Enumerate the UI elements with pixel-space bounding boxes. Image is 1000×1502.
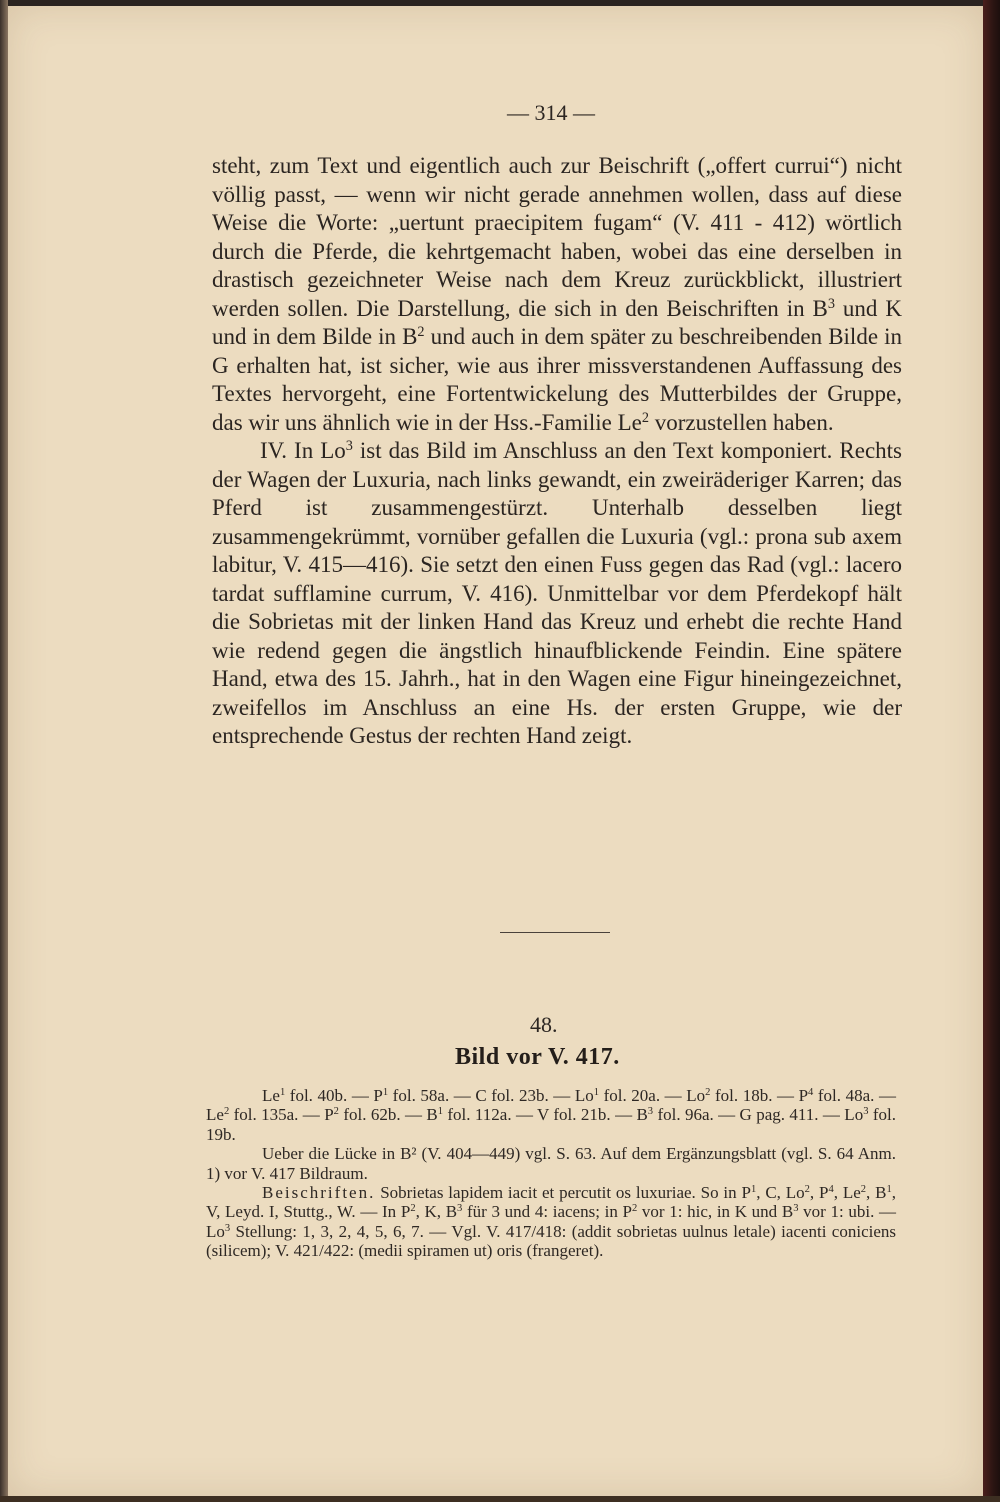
book-spine xyxy=(983,0,1000,1502)
page-bottom-edge xyxy=(0,1496,1000,1502)
section-divider xyxy=(500,932,610,933)
section-title: Bild vor V. 417. xyxy=(455,1044,620,1070)
manuscript-list: Le$^1$ fol. 40b. — $P^1$ fol. 58a. — C fol. 23b. — Lo$^1$ fol. 20a. — Lo$^2$ fol. 18b. — $P^4$ fol. 48a. — Le$^2$ fol. 135a. — $P^2$ fol. 62b. — $B^1$ fol. 112a. — V fol. 21b. — $B^3$ fol. 96a. — G pag. 411. — Lo$^3$ fol. 19b. xyxy=(206,1086,896,1144)
paragraph-1: steht, zum Text und eigentlich auch zur Beischrift („offert currui“) nicht völlig passt, — wenn wir nicht gerade annehmen wollen, dass auf diese Weise die Worte: „uertunt praecipitem fugam“ (V. 411 - 412) wörtlich durch die Pferde, die kehrtgemacht haben, wobei das eine derselben in drastisch gezeichneter Weise nach dem Kreuz zurückblickt, illustriert werden sollen. Die Darstellung, die sich in den Beischriften in $B^3$ und K und in dem Bilde in $B^2$ und auch in dem später zu beschreibenden Bilde in G erhalten hat, ist sicher, wie aus ihrer missverstandenen Auffassung des Textes hervorgeht, eine Fortentwickelung des Mutterbildes der Gruppe, das wir uns ähnlich wie in der Hss.-Familie Le$^2$ vorzustellen haben. xyxy=(212,153,902,435)
section-number: 48. xyxy=(530,1012,558,1037)
page-left-edge xyxy=(0,0,8,1502)
inscriptions-label: Beischriften. xyxy=(262,1183,376,1203)
inscriptions-note: Beischriften. Sobrietas lapidem iacit et percutit os luxuriae. So in $P^1$, C, Lo$^2$, $P^4$, Le$^2$, $B^1$, V, Leyd. I, Stuttg., W. — In $P^2$, K, $B^3$ für 3 und 4: iacens; in $P^2$ vor 1: hic, in K und $B^3$ vor 1: ubi. — Lo$^3$ Stellung: 1, 3, 2, 4, 5, 6, 7. — Vgl. V. 417/418: (addit sobrietas uulnus letale) iacenti coniciens (silicem); V. 421/422: (medii spiramen ut) oris (frangeret). xyxy=(206,1183,897,1261)
paragraph-2: IV. In Lo$^3$ ist das Bild im Anschluss an den Text komponiert. Rechts der Wagen der Luxuria, nach links gewandt, ein zweiräderiger Karren; das Pferd ist zusammengestürzt. Unterhalb desselben liegt zusammengekrümmt, vornüber gefallen die Luxuria (vgl.: prona sub axem labitur, V. 415—416). Sie setzt den einen Fuss gegen das Rad (vgl.: lacero tardat sufflamine currum, V. 416). Unmittelbar vor dem Pferdekopf hält die Sobrietas mit der linken Hand das Kreuz und erhebt die rechte Hand wie redend gegen die ängstlich hinaufblickende Feindin. Eine spätere Hand, etwa des 15. Jahrh., hat in den Wagen eine Figur hineingezeichnet, zweifellos im Anschluss an eine Hs. der ersten Gruppe, wie der entsprechende Gestus der rechten Hand zeigt. xyxy=(212,438,902,748)
footnotes xyxy=(206,1086,896,1261)
page-number: — 314 — xyxy=(507,100,595,125)
body-text xyxy=(212,152,902,751)
lacuna-note: Ueber die Lücke in B² (V. 404—449) vgl. S. 63. Auf dem Ergänzungsblatt (vgl. S. 64 Anm. 1) vor V. 417 Bildraum. xyxy=(206,1144,896,1183)
